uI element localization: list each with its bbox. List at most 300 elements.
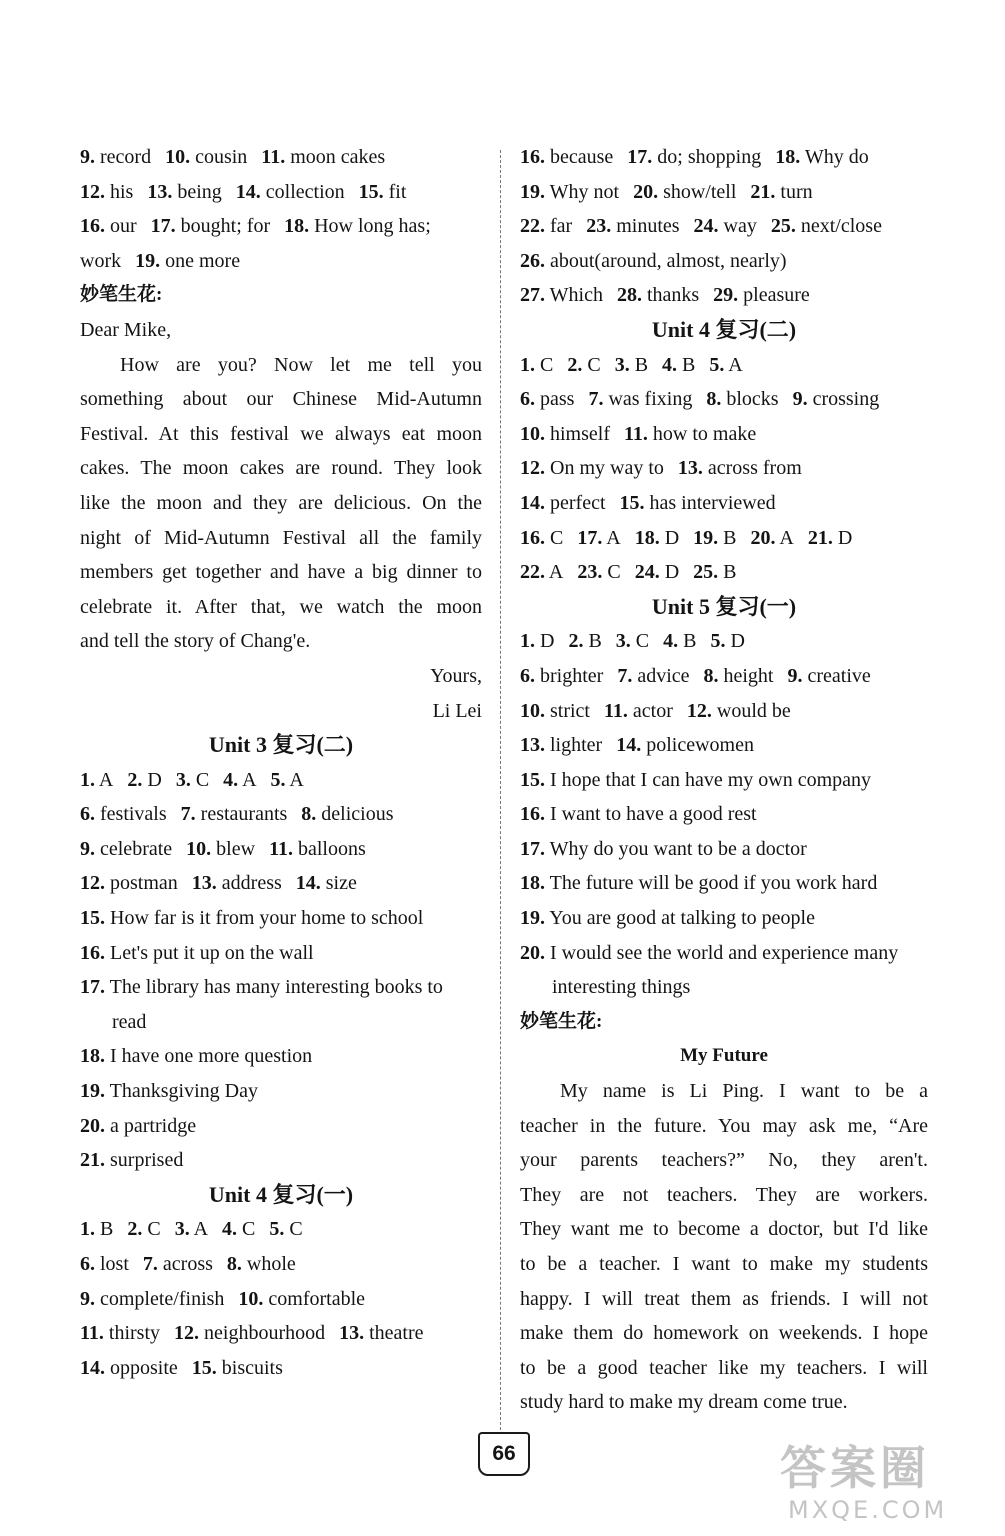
answer-text: bought; for bbox=[180, 215, 271, 238]
answer-number: 15. bbox=[619, 491, 645, 514]
answer-text: The future will be good if you work hard bbox=[549, 872, 878, 895]
answer-text: A bbox=[289, 768, 304, 791]
section-heading: Unit 3 复习(二) bbox=[208, 732, 354, 758]
answer-text: A bbox=[728, 353, 743, 376]
answer-item bbox=[80, 1149, 183, 1171]
answer-item bbox=[771, 215, 882, 237]
answer-number: 12. bbox=[520, 457, 545, 480]
answer-text: his bbox=[110, 180, 134, 203]
answer-number: 17. bbox=[150, 215, 176, 238]
answer-item bbox=[706, 388, 778, 410]
answer-text: D bbox=[664, 526, 680, 549]
answer-line bbox=[80, 1109, 482, 1144]
answer-item bbox=[269, 1218, 302, 1240]
answer-item bbox=[616, 630, 649, 652]
answer-number: 19. bbox=[520, 180, 545, 203]
answer-number: 15. bbox=[520, 768, 545, 791]
answer-line bbox=[520, 140, 928, 175]
answer-text: moon cakes bbox=[290, 146, 386, 168]
answer-number: 3. bbox=[614, 353, 630, 376]
answer-item bbox=[151, 215, 270, 237]
paragraph-line: members get together and have a big dinner to bbox=[80, 561, 482, 584]
answer-number: 5. bbox=[710, 630, 726, 653]
answer-number: 21. bbox=[807, 526, 833, 549]
answer-item bbox=[80, 1357, 178, 1379]
answer-number: 9. bbox=[80, 1287, 95, 1310]
answer-text: On my way to bbox=[550, 457, 664, 480]
answer-number: 8. bbox=[301, 803, 317, 826]
answer-number: 3. bbox=[615, 630, 631, 653]
paragraph-line: happy. I will treat them as friends. I will not bbox=[520, 1287, 928, 1310]
answer-text: cousin bbox=[195, 146, 248, 168]
paragraph-line: teacher in the future. You may ask me, “Are bbox=[520, 1114, 928, 1137]
answer-line bbox=[520, 486, 928, 521]
answer-item bbox=[80, 1288, 224, 1310]
answer-line bbox=[80, 970, 482, 1005]
answer-number: 17. bbox=[520, 837, 545, 860]
answer-number: 2. bbox=[568, 630, 584, 653]
answer-text: I want to have a good rest bbox=[550, 803, 757, 826]
watermark-site: MXQE.COM bbox=[788, 1496, 948, 1524]
answer-text: being bbox=[177, 180, 222, 203]
answer-number: 1. bbox=[80, 768, 95, 791]
answer-item bbox=[222, 1218, 255, 1240]
answer-item bbox=[624, 423, 756, 445]
answer-item bbox=[552, 976, 690, 998]
answer-item bbox=[694, 215, 757, 237]
answer-item bbox=[127, 769, 161, 791]
answer-line bbox=[520, 175, 928, 210]
writing-section-label: 妙笔生花: bbox=[520, 1010, 603, 1032]
answer-line bbox=[80, 901, 482, 936]
paragraph-line: to be a good teacher like my teachers. I will bbox=[520, 1356, 928, 1379]
answer-number: 13. bbox=[520, 734, 545, 757]
answer-item bbox=[577, 561, 620, 583]
answer-number: 10. bbox=[520, 699, 545, 722]
answer-text: A bbox=[193, 1218, 209, 1241]
answer-line bbox=[520, 832, 928, 867]
answer-text: across bbox=[162, 1253, 213, 1275]
answer-item bbox=[80, 1080, 258, 1102]
answer-number: 10. bbox=[520, 422, 545, 445]
answer-text: B bbox=[723, 526, 737, 549]
answer-text: B bbox=[634, 353, 649, 376]
answer-number: 28. bbox=[616, 284, 642, 307]
paragraph-line: and tell the story of Chang'e. bbox=[80, 630, 311, 653]
answer-item bbox=[192, 1357, 283, 1379]
answer-number: 5. bbox=[269, 1218, 285, 1241]
answer-line bbox=[80, 763, 482, 798]
answer-item bbox=[520, 872, 877, 894]
answer-item bbox=[775, 146, 869, 168]
answer-item bbox=[788, 665, 871, 687]
answer-item bbox=[635, 561, 679, 583]
answer-number: 17. bbox=[627, 146, 653, 168]
answer-item bbox=[135, 250, 240, 272]
answer-item bbox=[520, 561, 563, 583]
answer-line bbox=[520, 278, 928, 313]
column-divider bbox=[500, 150, 501, 1430]
answer-text: whole bbox=[246, 1253, 296, 1275]
answer-line bbox=[80, 936, 482, 971]
answer-number: 11. bbox=[261, 146, 286, 168]
answer-item bbox=[80, 1218, 113, 1240]
answer-item bbox=[80, 1253, 129, 1275]
answer-text: read bbox=[112, 1010, 147, 1033]
answer-text: creative bbox=[807, 664, 871, 687]
answer-text: one more bbox=[165, 249, 241, 272]
answer-item bbox=[269, 838, 366, 860]
answer-item bbox=[80, 838, 172, 860]
answer-number: 18. bbox=[520, 872, 545, 895]
answer-line bbox=[80, 797, 482, 832]
answer-line bbox=[520, 451, 928, 486]
answer-item bbox=[301, 803, 393, 825]
answer-number: 23. bbox=[586, 215, 612, 238]
answer-item bbox=[174, 1322, 325, 1344]
answer-number: 7. bbox=[142, 1253, 158, 1275]
paragraph-line: cakes. The moon cakes are round. They look bbox=[80, 457, 482, 480]
answer-item bbox=[520, 838, 807, 860]
answer-text: B bbox=[588, 630, 602, 653]
answer-number: 2. bbox=[127, 768, 143, 791]
answer-number: 16. bbox=[520, 526, 545, 549]
answer-item bbox=[520, 146, 613, 168]
answer-text: interesting things bbox=[552, 976, 691, 999]
answer-item bbox=[80, 181, 133, 203]
answer-item bbox=[227, 1253, 296, 1275]
answer-text: minutes bbox=[616, 215, 680, 238]
answer-text: restaurants bbox=[200, 803, 288, 826]
answer-item bbox=[663, 630, 696, 652]
answer-number: 14. bbox=[80, 1356, 105, 1379]
answer-text: A bbox=[606, 526, 621, 549]
answer-number: 9. bbox=[80, 146, 95, 168]
answer-text: A bbox=[548, 561, 564, 584]
answer-item bbox=[793, 388, 880, 410]
answer-item bbox=[588, 388, 692, 410]
answer-item bbox=[520, 527, 563, 549]
answer-item bbox=[520, 700, 590, 722]
answer-item bbox=[80, 215, 137, 237]
answer-item bbox=[615, 354, 648, 376]
answer-number: 7. bbox=[617, 664, 633, 687]
answer-number: 9. bbox=[80, 837, 95, 860]
answer-line bbox=[520, 348, 928, 383]
answer-number: 14. bbox=[235, 180, 261, 203]
answer-text: was fixing bbox=[608, 388, 693, 411]
answer-text: how to make bbox=[652, 422, 757, 445]
letter-signoff: Li Lei bbox=[432, 699, 482, 722]
answer-text: delicious bbox=[321, 803, 394, 826]
answer-number: 8. bbox=[226, 1253, 242, 1275]
answer-number: 10. bbox=[165, 146, 191, 168]
answer-number: 2. bbox=[127, 1218, 143, 1241]
answer-item bbox=[693, 527, 736, 549]
answer-item bbox=[520, 423, 610, 445]
answer-text: blocks bbox=[726, 388, 779, 411]
answer-number: 12. bbox=[686, 699, 712, 722]
answer-text: our bbox=[110, 215, 137, 238]
answer-text: C bbox=[289, 1218, 303, 1241]
answer-number: 14. bbox=[520, 491, 545, 514]
right-column bbox=[520, 140, 928, 1420]
answer-item bbox=[143, 1253, 213, 1275]
page-number: 66 bbox=[478, 1432, 530, 1476]
answer-item bbox=[127, 1218, 160, 1240]
paragraph-line: celebrate it. After that, we watch the moon bbox=[80, 595, 482, 618]
text-line: Dear Mike, bbox=[80, 318, 172, 341]
answer-item bbox=[186, 838, 255, 860]
answer-line bbox=[80, 1005, 482, 1040]
answer-number: 20. bbox=[80, 1114, 105, 1137]
answer-number: 1. bbox=[80, 1218, 95, 1241]
answer-text: address bbox=[221, 872, 282, 895]
answer-number: 6. bbox=[80, 1253, 95, 1275]
paragraph-line: your parents teachers?” No, they aren't. bbox=[520, 1149, 928, 1172]
answer-number: 14. bbox=[295, 872, 321, 895]
answer-line bbox=[520, 659, 928, 694]
answer-text: D bbox=[147, 768, 162, 791]
answer-text: Why do you want to be a doctor bbox=[549, 837, 807, 860]
answer-text: a partridge bbox=[110, 1114, 197, 1137]
answer-text: I hope that I can have my own company bbox=[550, 768, 872, 791]
answer-number: 21. bbox=[80, 1149, 105, 1172]
answer-number: 19. bbox=[80, 1080, 105, 1103]
answer-item bbox=[80, 769, 113, 791]
answer-text: surprised bbox=[110, 1149, 184, 1172]
answer-line bbox=[80, 209, 482, 244]
answer-number: 25. bbox=[693, 561, 719, 584]
answer-text: pleasure bbox=[743, 284, 810, 307]
answer-item bbox=[520, 492, 606, 514]
answer-text: comfortable bbox=[268, 1287, 366, 1310]
answer-number: 1. bbox=[520, 630, 535, 653]
answer-number: 11. bbox=[80, 1322, 104, 1345]
answer-text: postman bbox=[110, 872, 178, 895]
paragraph-line: night of Mid-Autumn Festival all the family bbox=[80, 526, 482, 549]
answer-number: 1. bbox=[520, 353, 535, 376]
answer-item bbox=[520, 181, 619, 203]
writing-section-label: 妙笔生花: bbox=[80, 284, 163, 306]
answer-number: 16. bbox=[520, 803, 545, 826]
answer-number: 10. bbox=[238, 1287, 264, 1310]
answer-item bbox=[284, 215, 431, 237]
answer-text: blew bbox=[216, 837, 256, 860]
answer-number: 17. bbox=[80, 976, 105, 999]
answer-number: 15. bbox=[191, 1356, 217, 1379]
answer-text: balloons bbox=[297, 837, 366, 860]
answer-text: Why not bbox=[549, 180, 620, 203]
section-heading: Unit 4 复习(二) bbox=[651, 316, 797, 342]
answer-item bbox=[750, 181, 812, 203]
answer-line bbox=[520, 866, 928, 901]
answer-number: 16. bbox=[80, 215, 105, 238]
answer-number: 4. bbox=[662, 353, 678, 376]
answer-text: C bbox=[587, 353, 601, 376]
answer-line bbox=[520, 417, 928, 452]
answer-text: C bbox=[147, 1218, 161, 1241]
letter-signoff: Yours, bbox=[430, 664, 482, 687]
answer-item bbox=[751, 527, 794, 549]
answer-number: 5. bbox=[709, 353, 725, 376]
answer-number: 2. bbox=[567, 353, 583, 376]
answer-line bbox=[520, 209, 928, 244]
answer-line bbox=[80, 140, 482, 175]
answer-number: 13. bbox=[191, 872, 217, 895]
answer-item bbox=[616, 734, 754, 756]
answer-text: C bbox=[195, 768, 210, 791]
answer-text: across from bbox=[707, 457, 802, 480]
answer-item bbox=[520, 803, 757, 825]
answer-number: 12. bbox=[80, 872, 105, 895]
answer-line bbox=[80, 1316, 482, 1351]
answer-text: theatre bbox=[369, 1322, 424, 1345]
answer-number: 8. bbox=[703, 664, 719, 687]
answer-number: 18. bbox=[775, 146, 801, 168]
answer-number: 7. bbox=[588, 388, 604, 411]
answer-item bbox=[238, 1288, 365, 1310]
answer-item bbox=[520, 388, 574, 410]
answer-number: 4. bbox=[663, 630, 679, 653]
answer-text: lighter bbox=[550, 734, 603, 757]
answer-text: far bbox=[550, 215, 573, 238]
answer-text: about(around, almost, nearly) bbox=[550, 249, 787, 272]
answer-text: Why do bbox=[804, 146, 869, 168]
answer-item bbox=[271, 769, 304, 791]
answer-text: show/tell bbox=[663, 180, 737, 203]
answer-item bbox=[520, 665, 603, 687]
answer-line bbox=[520, 244, 928, 279]
answer-item bbox=[223, 769, 256, 791]
answer-number: 4. bbox=[222, 1218, 238, 1241]
answer-text: biscuits bbox=[221, 1356, 283, 1379]
answer-text: size bbox=[325, 872, 357, 895]
answer-number: 13. bbox=[339, 1322, 365, 1345]
answer-text: D bbox=[540, 630, 555, 653]
answer-item bbox=[520, 284, 603, 306]
answer-number: 5. bbox=[270, 768, 286, 791]
answer-item bbox=[176, 769, 209, 791]
answer-line bbox=[520, 694, 928, 729]
answer-number: 22. bbox=[520, 561, 545, 584]
answer-item bbox=[520, 769, 871, 791]
answer-item bbox=[520, 457, 664, 479]
answer-number: 16. bbox=[520, 146, 545, 168]
answer-text: next/close bbox=[800, 215, 882, 238]
answer-text: advice bbox=[637, 664, 690, 687]
answer-item bbox=[662, 354, 695, 376]
answer-text: I have one more question bbox=[110, 1045, 313, 1068]
answer-item bbox=[693, 561, 736, 583]
answer-line bbox=[80, 832, 482, 867]
answer-number: 12. bbox=[174, 1322, 200, 1345]
answer-number: 20. bbox=[750, 526, 776, 549]
answer-number: 15. bbox=[80, 907, 105, 930]
answer-number: 24. bbox=[634, 561, 660, 584]
essay-title: My Future bbox=[680, 1045, 768, 1067]
answer-number: 25. bbox=[770, 215, 796, 238]
answer-item bbox=[520, 907, 815, 929]
answer-text: turn bbox=[780, 180, 813, 203]
paragraph-line: to be a teacher. I want to make my students bbox=[520, 1253, 928, 1275]
answer-text: Thanksgiving Day bbox=[109, 1080, 258, 1103]
answer-item bbox=[808, 527, 852, 549]
answer-text: B bbox=[723, 561, 737, 584]
answer-number: 12. bbox=[80, 180, 105, 203]
answer-item bbox=[165, 146, 247, 168]
answer-text: height bbox=[723, 664, 774, 687]
answer-item bbox=[577, 527, 620, 549]
answer-text: perfect bbox=[550, 491, 606, 514]
answer-text: B bbox=[100, 1218, 114, 1241]
answer-item bbox=[80, 1322, 160, 1344]
answer-text: How long has; bbox=[314, 215, 431, 238]
answer-item bbox=[567, 354, 600, 376]
answer-text: festivals bbox=[100, 803, 167, 826]
answer-item bbox=[147, 181, 221, 203]
answer-item bbox=[80, 1115, 196, 1137]
answer-item bbox=[80, 942, 314, 964]
answer-text: crossing bbox=[812, 388, 880, 411]
answer-item bbox=[635, 527, 679, 549]
answer-item bbox=[620, 492, 776, 514]
answer-number: 11. bbox=[269, 837, 293, 860]
answer-text: record bbox=[100, 146, 152, 168]
answer-line bbox=[80, 175, 482, 210]
answer-item bbox=[586, 215, 679, 237]
answer-text: opposite bbox=[110, 1356, 178, 1379]
answer-item bbox=[339, 1322, 423, 1344]
answer-item bbox=[617, 284, 699, 306]
answer-number: 4. bbox=[223, 768, 239, 791]
answer-text: B bbox=[683, 630, 697, 653]
answer-line bbox=[520, 797, 928, 832]
left-column bbox=[80, 140, 482, 1385]
paragraph-line: How are you? Now let me tell you bbox=[120, 353, 482, 376]
paragraph-line: They want me to become a doctor, but I'd like bbox=[520, 1218, 928, 1241]
answer-text: complete/finish bbox=[100, 1287, 225, 1310]
answer-item bbox=[181, 803, 288, 825]
answer-number: 19. bbox=[693, 526, 719, 549]
answer-item bbox=[192, 872, 282, 894]
answer-text: way bbox=[723, 215, 757, 238]
answer-line bbox=[520, 763, 928, 798]
answer-line bbox=[80, 1212, 482, 1247]
answer-item bbox=[604, 700, 673, 722]
answer-number: 13. bbox=[677, 457, 703, 480]
paragraph-line: My name is Li Ping. I want to be a bbox=[560, 1080, 928, 1103]
answer-number: 9. bbox=[792, 388, 808, 411]
answer-item bbox=[175, 1218, 208, 1240]
answer-text: I would see the world and experience many bbox=[550, 941, 899, 964]
answer-item bbox=[520, 942, 898, 964]
answer-number: 18. bbox=[634, 526, 660, 549]
answer-line bbox=[80, 1074, 482, 1109]
answer-number: 24. bbox=[693, 215, 719, 238]
answer-number: 22. bbox=[520, 215, 545, 238]
answer-line bbox=[520, 624, 928, 659]
answer-item bbox=[617, 665, 689, 687]
answer-text: lost bbox=[100, 1253, 129, 1275]
answer-text: The library has many interesting books to bbox=[109, 976, 443, 999]
answer-text: D bbox=[664, 561, 680, 584]
answer-item bbox=[80, 146, 151, 168]
answer-text: brighter bbox=[540, 664, 604, 687]
answer-text: Let's put it up on the wall bbox=[110, 941, 314, 964]
answer-item bbox=[520, 250, 787, 272]
answer-item bbox=[80, 803, 167, 825]
